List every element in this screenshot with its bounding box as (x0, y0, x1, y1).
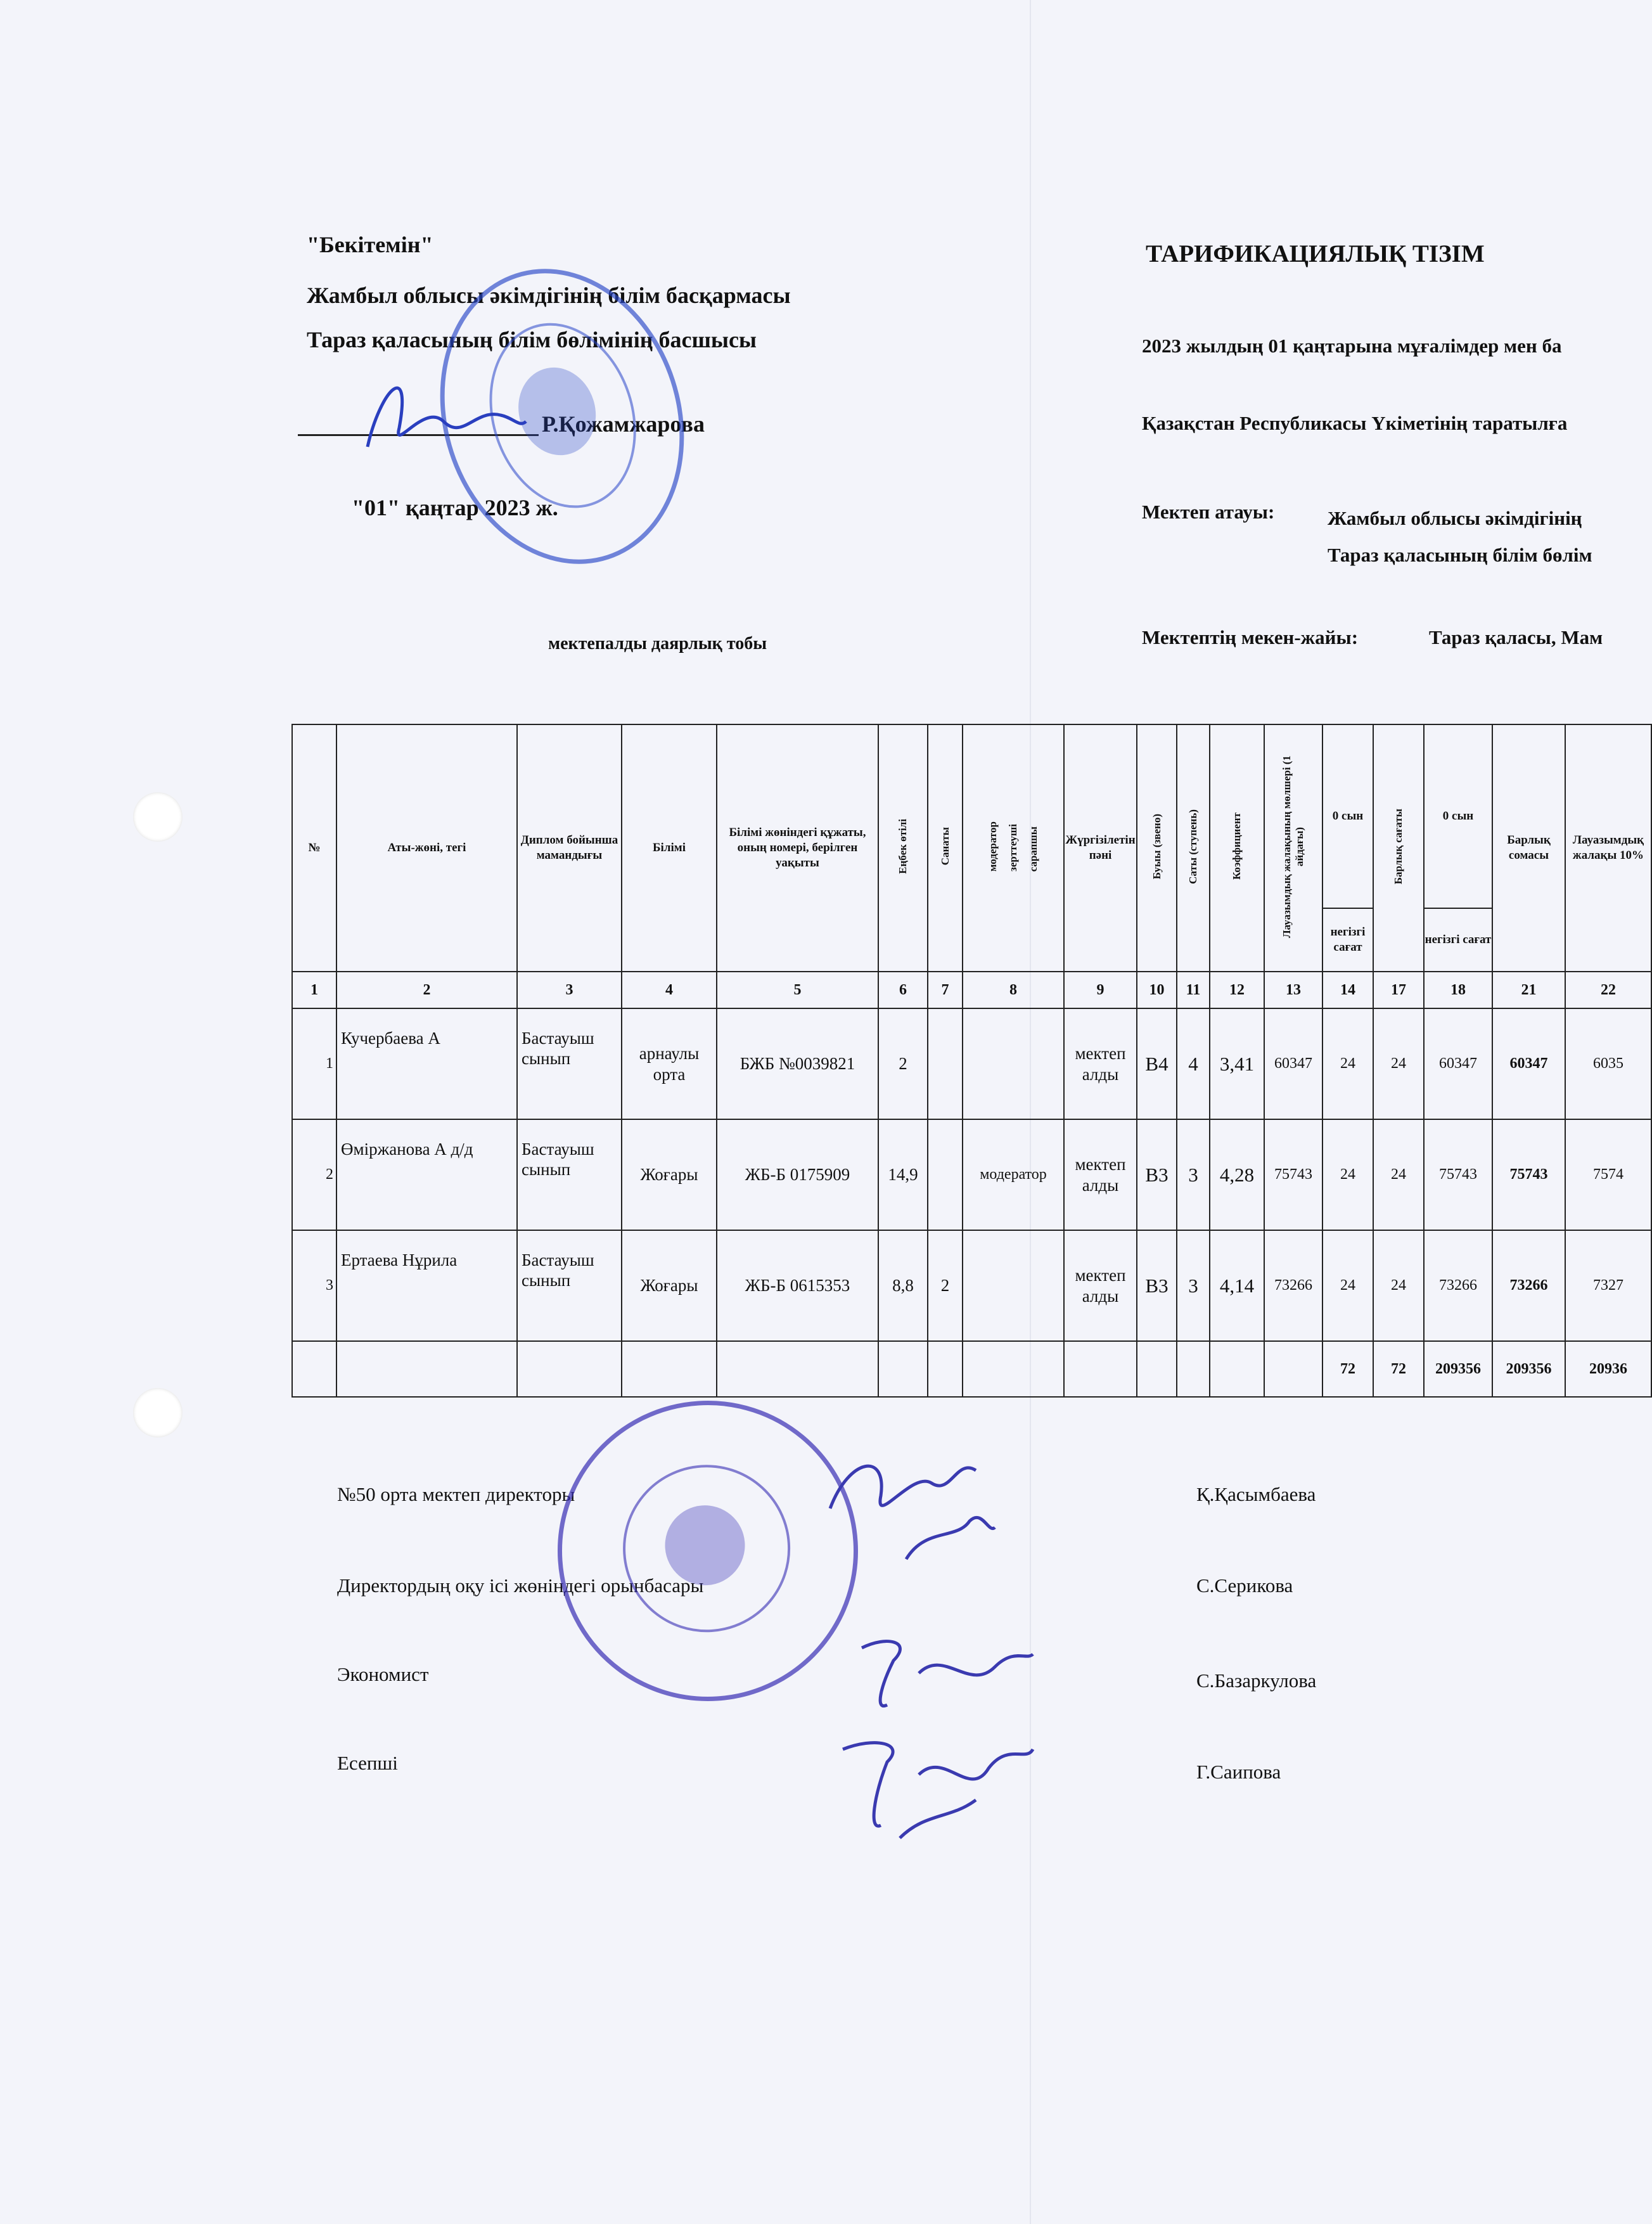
cell-document: БЖБ №0039821 (717, 1008, 878, 1119)
total-total-hours: 72 (1373, 1341, 1424, 1397)
header-no: № (292, 724, 336, 972)
header-moderator (963, 724, 1064, 972)
col-number: 18 (1424, 972, 1492, 1008)
cell-education: Жоғары (622, 1230, 717, 1341)
col-number: 14 (1322, 972, 1373, 1008)
column-numbers-row (292, 972, 1651, 1008)
cell-experience: 2 (878, 1008, 928, 1119)
cell-zveno: В3 (1137, 1230, 1177, 1341)
header-grade0b: 0 сын (1424, 724, 1492, 908)
approval-signer: Р.Қожамжарова (542, 411, 705, 437)
header-experience: Еңбек өтілі (878, 724, 928, 972)
total-sum: 209356 (1492, 1341, 1565, 1397)
col-number: 11 (1177, 972, 1210, 1008)
header-grade0a: 0 сын (1322, 724, 1373, 908)
header-zveno: Буыы (звено) (1137, 724, 1177, 972)
cell-diploma: Бастауыш сынып (517, 1230, 622, 1341)
header-document: Білімі жөніндегі құжаты, оның номері, берілген уақыты (717, 724, 878, 972)
col-number: 21 (1492, 972, 1565, 1008)
signature-name: С.Серикова (1196, 1574, 1293, 1597)
col-number: 12 (1210, 972, 1264, 1008)
total-hours-b: 209356 (1424, 1341, 1492, 1397)
address-label: Мектептің мекен-жайы: (1142, 626, 1359, 648)
header-subject: Жүргізілетін пәні (1064, 724, 1137, 972)
col-number: 1 (292, 972, 336, 1008)
signature-name: Қ.Қасымбаева (1196, 1483, 1316, 1505)
cell-hours-a: 24 (1322, 1008, 1373, 1119)
cell-salary: 73266 (1264, 1230, 1322, 1341)
header-education: Білімі (622, 724, 717, 972)
cell-step: 4 (1177, 1008, 1210, 1119)
cell-salary: 60347 (1264, 1008, 1322, 1119)
cell-subject: мектеп алды (1064, 1230, 1137, 1341)
approval-line2: Тараз қаласының білім бөлімінің басшысы (307, 327, 757, 352)
header-salary: Лауазымдық жалақының мөлшері (1 айдағы) (1264, 724, 1322, 972)
col-number: 4 (622, 972, 717, 1008)
cell-subject: мектеп алды (1064, 1008, 1137, 1119)
cell-moderator (963, 1008, 1064, 1119)
cell-hours-b: 75743 (1424, 1119, 1492, 1230)
col-number: 13 (1264, 972, 1322, 1008)
cell-document: ЖБ-Б 0615353 (717, 1230, 878, 1341)
cell-total-sum: 73266 (1492, 1230, 1565, 1341)
cell-no: 1 (292, 1008, 336, 1119)
cell-total-sum: 75743 (1492, 1119, 1565, 1230)
cell-total-hours: 24 (1373, 1230, 1424, 1341)
handwritten-signature-approval (355, 352, 532, 466)
doc-line2: Қазақстан Республикасы Үкіметінің таратылға (1142, 412, 1568, 434)
cell-position-pay: 7327 (1565, 1230, 1651, 1341)
cell-hours-b: 73266 (1424, 1230, 1492, 1341)
signature-name: Г.Саипова (1196, 1761, 1281, 1783)
header-moderator-b: сарапшы (1027, 826, 1040, 872)
header-base-hours-a: негізгі сағат (1322, 908, 1373, 972)
cell-zveno: В3 (1137, 1119, 1177, 1230)
signature-role: Директордың оқу ісі жөніндегі орынбасары (337, 1574, 704, 1597)
table-row (292, 1119, 1651, 1230)
col-number: 2 (336, 972, 517, 1008)
col-number: 9 (1064, 972, 1137, 1008)
cell-name: Ертаева Нұрила (336, 1230, 517, 1341)
cell-step: 3 (1177, 1119, 1210, 1230)
col-number: 22 (1565, 972, 1651, 1008)
header-category: Санаты (928, 724, 963, 972)
approval-date: "01" қаңтар 2023 ж. (352, 495, 558, 520)
doc-line1: 2023 жылдың 01 қаңтарына мұғалімдер мен ба (1142, 335, 1562, 357)
total-hours-a: 72 (1322, 1341, 1373, 1397)
col-number: 7 (928, 972, 963, 1008)
col-number: 17 (1373, 972, 1424, 1008)
total-position-pay: 20936 (1565, 1341, 1651, 1397)
punch-hole-bottom (133, 1388, 182, 1437)
header-base-hours-b: негізгі сағат (1424, 908, 1492, 972)
handwritten-signature-accountant (824, 1724, 1039, 1851)
cell-no: 3 (292, 1230, 336, 1341)
cell-moderator (963, 1230, 1064, 1341)
address-value: Тараз қаласы, Мам (1429, 626, 1603, 648)
header-moderator-c: зерттеуші (1007, 824, 1019, 872)
cell-coef: 4,28 (1210, 1119, 1264, 1230)
tariff-table (291, 724, 1652, 1398)
cell-coef: 3,41 (1210, 1008, 1264, 1119)
cell-diploma: Бастауыш сынып (517, 1119, 622, 1230)
cell-category (928, 1008, 963, 1119)
col-number: 8 (963, 972, 1064, 1008)
cell-subject: мектеп алды (1064, 1119, 1137, 1230)
cell-position-pay: 6035 (1565, 1008, 1651, 1119)
signature-role: Есепші (337, 1752, 398, 1774)
handwritten-signature-director (811, 1432, 1001, 1623)
doc-title: ТАРИФИКАЦИЯЛЫҚ ТІЗІМ (1146, 240, 1485, 267)
col-number: 10 (1137, 972, 1177, 1008)
cell-education: Жоғары (622, 1119, 717, 1230)
cell-total-hours: 24 (1373, 1008, 1424, 1119)
cell-name: Өміржанова А д/д (336, 1119, 517, 1230)
col-number: 3 (517, 972, 622, 1008)
cell-name: Кучербаева А (336, 1008, 517, 1119)
header-coef: Коэффициент (1210, 724, 1264, 972)
school-name-2: Тараз қаласының білім бөлім (1328, 544, 1592, 566)
signature-name: С.Базаркулова (1196, 1669, 1317, 1692)
approval-line1: Жамбыл облысы әкімдігінің білім басқармасы (307, 283, 791, 308)
cell-experience: 14,9 (878, 1119, 928, 1230)
col-number: 5 (717, 972, 878, 1008)
cell-education: арнаулы орта (622, 1008, 717, 1119)
cell-position-pay: 7574 (1565, 1119, 1651, 1230)
punch-hole-top (133, 792, 182, 842)
handwritten-signature-economist (836, 1623, 1039, 1724)
header-name: Аты-жөні, тегі (336, 724, 517, 972)
header-diploma: Диплом бойынша мамандығы (517, 724, 622, 972)
school-label: Мектеп атауы: (1142, 501, 1275, 523)
cell-document: ЖБ-Б 0175909 (717, 1119, 878, 1230)
header-total-hours: Барлық сағаты (1373, 724, 1424, 972)
header-total-sum: Барлық сомасы (1492, 724, 1565, 972)
header-position-pay: Лауазымдық жалақы 10% (1565, 724, 1651, 972)
cell-category (928, 1119, 963, 1230)
cell-experience: 8,8 (878, 1230, 928, 1341)
school-name-1: Жамбыл облысы әкімдігінің (1328, 507, 1582, 529)
cell-coef: 4,14 (1210, 1230, 1264, 1341)
signature-role: Экономист (337, 1663, 429, 1685)
cell-zveno: В4 (1137, 1008, 1177, 1119)
header-moderator-a: модератор (986, 821, 999, 872)
cell-category: 2 (928, 1230, 963, 1341)
group-label: мектепалды даярлық тобы (548, 634, 767, 653)
header-step: Саты (ступень) (1177, 724, 1210, 972)
cell-no: 2 (292, 1119, 336, 1230)
cell-total-hours: 24 (1373, 1119, 1424, 1230)
cell-hours-a: 24 (1322, 1230, 1373, 1341)
approval-title: "Бекітемін" (307, 232, 433, 257)
cell-total-sum: 60347 (1492, 1008, 1565, 1119)
cell-hours-b: 60347 (1424, 1008, 1492, 1119)
cell-hours-a: 24 (1322, 1119, 1373, 1230)
cell-salary: 75743 (1264, 1119, 1322, 1230)
cell-diploma: Бастауыш сынып (517, 1008, 622, 1119)
signature-role: №50 орта мектеп директоры (337, 1483, 575, 1505)
cell-step: 3 (1177, 1230, 1210, 1341)
table-row (292, 1008, 1651, 1119)
cell-moderator: модератор (963, 1119, 1064, 1230)
totals-row (292, 1341, 1651, 1397)
table-row (292, 1230, 1651, 1341)
col-number: 6 (878, 972, 928, 1008)
